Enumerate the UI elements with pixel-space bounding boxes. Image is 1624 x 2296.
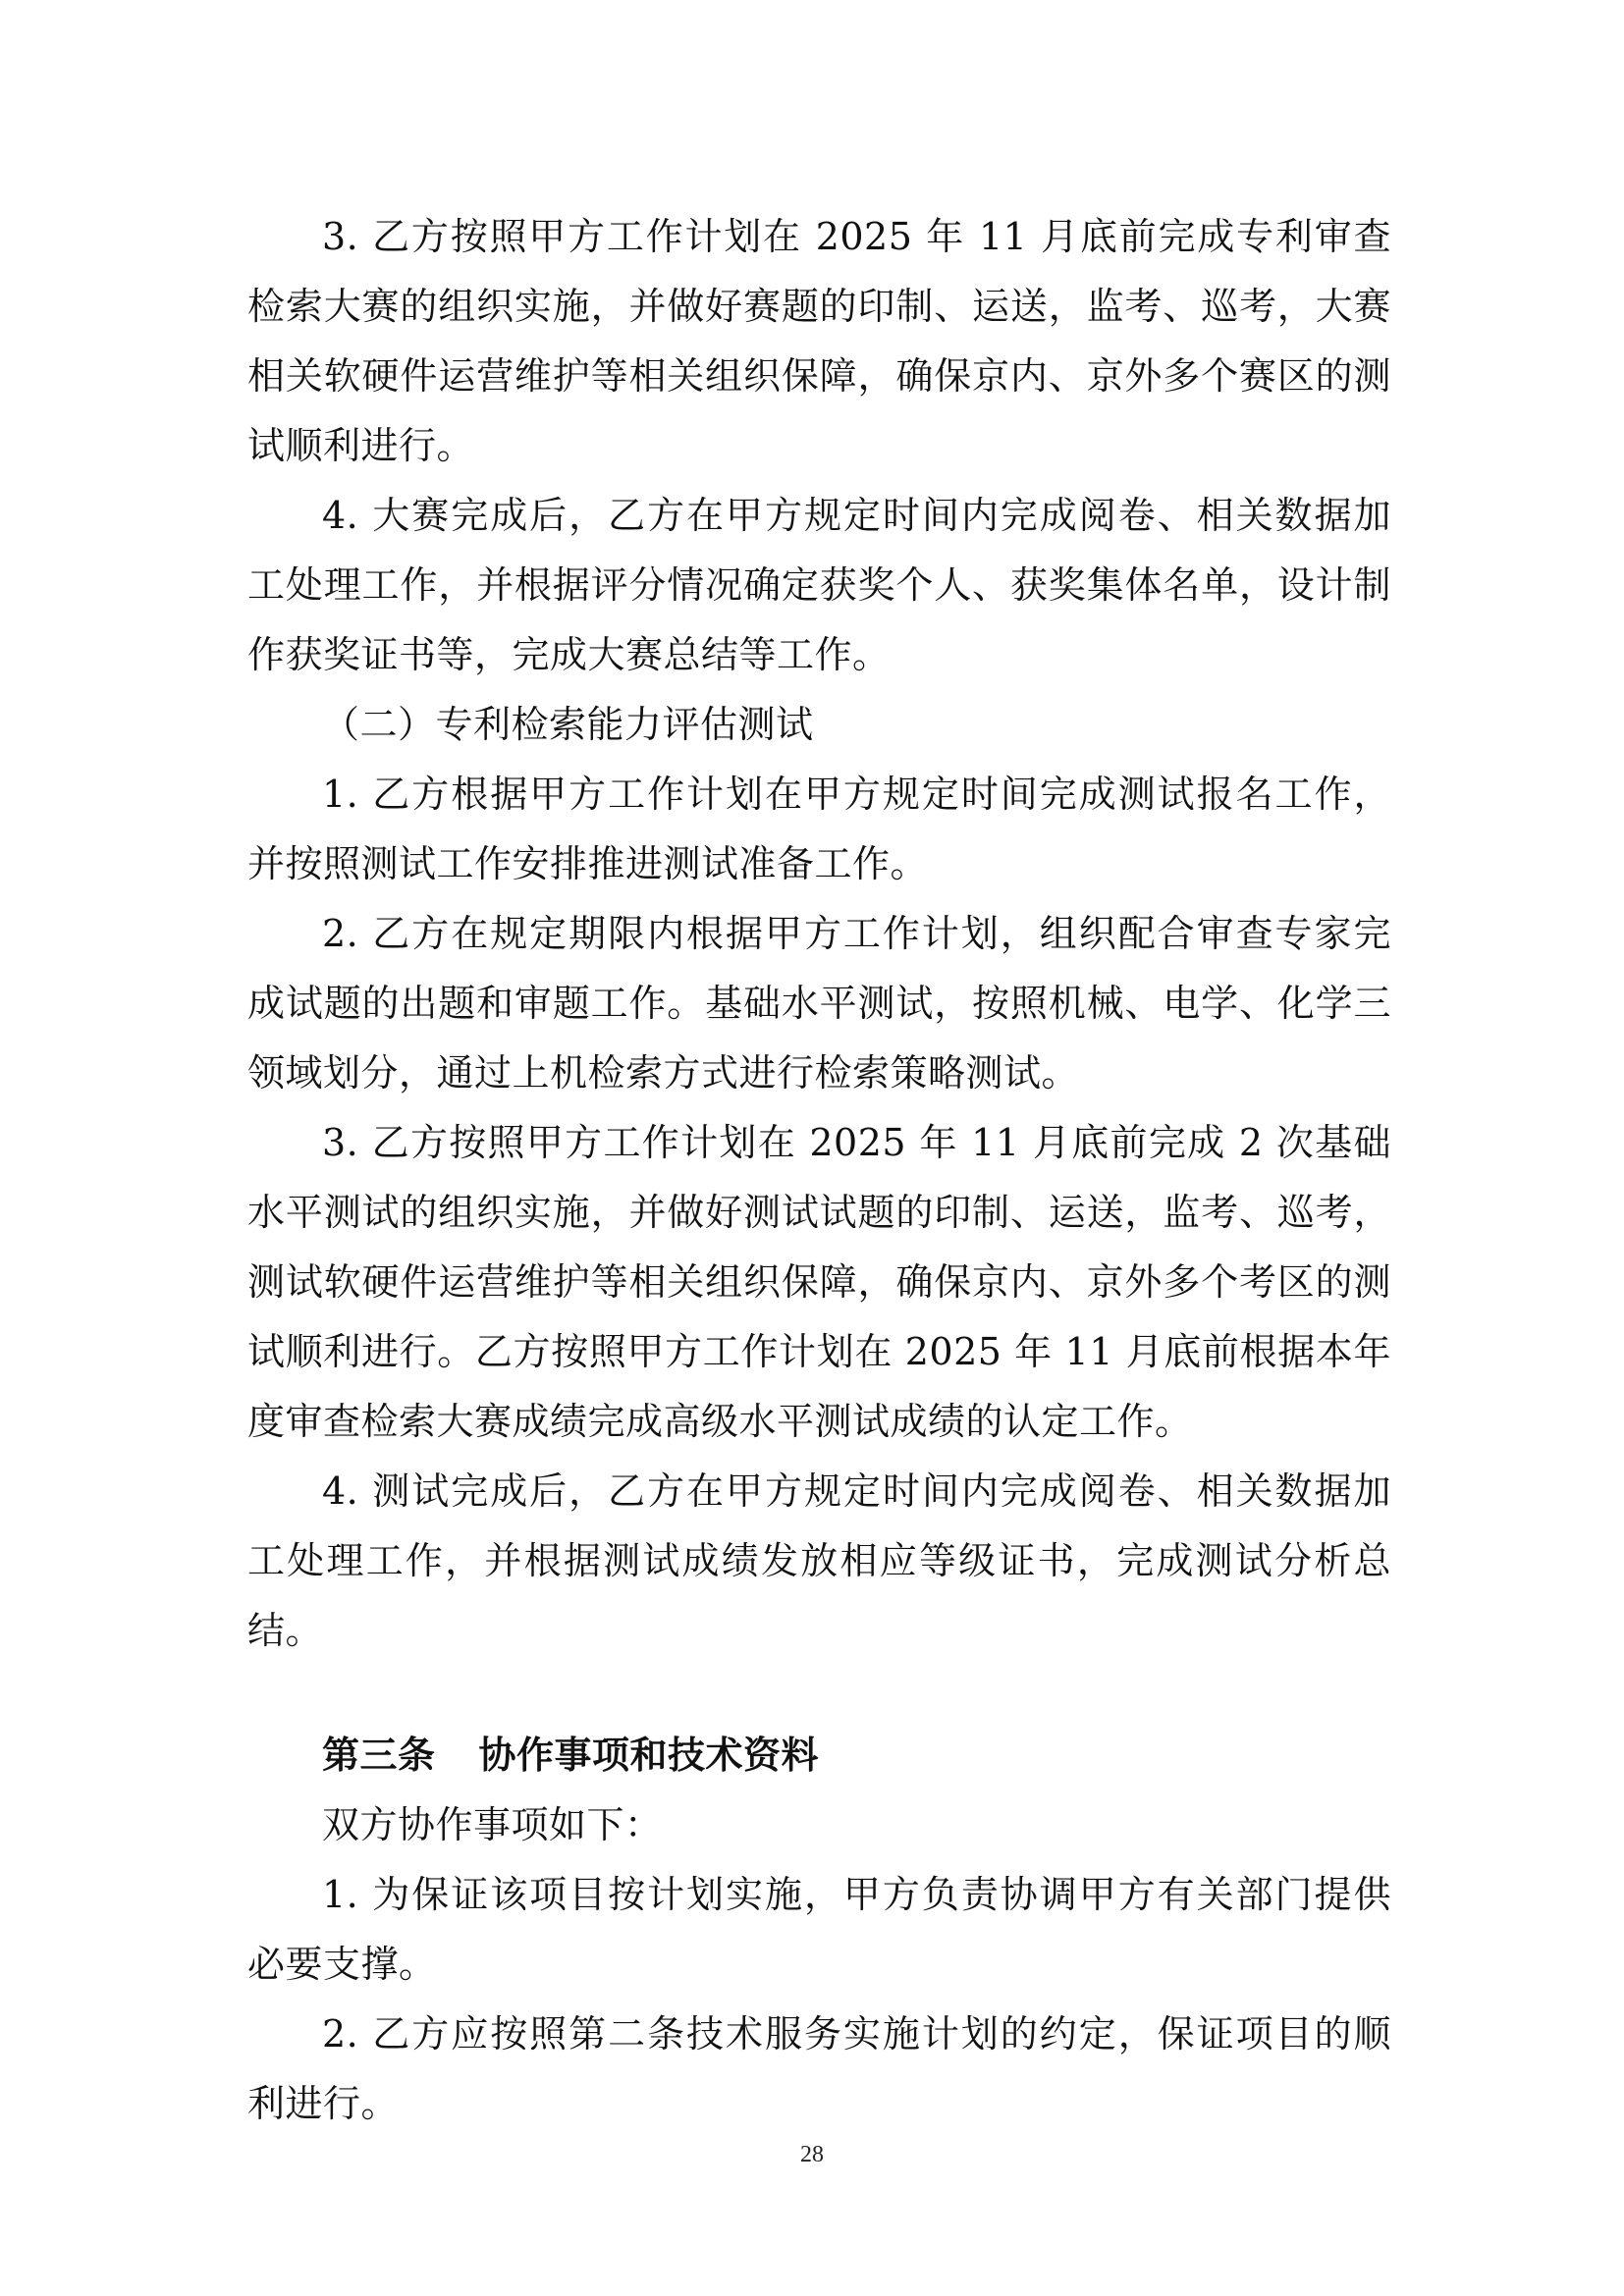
paragraph-test-registration: 1. 乙方根据甲方工作计划在甲方规定时间完成测试报名工作，并按照测试工作安排推进测试准备工作。 <box>247 773 1391 885</box>
paragraph-test-question-setting: 2. 乙方在规定期限内根据甲方工作计划，组织配合审查专家完成试题的出题和审题工作。基础水平测试，按照机械、电学、化学三领域划分，通过上机检索方式进行检索策略测试。 <box>247 912 1391 1095</box>
subsection-title-retrieval-test: （二）专利检索能力评估测试 <box>322 703 814 746</box>
paragraph-test-completion: 4. 测试完成后，乙方在甲方规定时间内完成阅卷、相关数据加工处理工作，并根据测试成绩发放相应等级证书，完成测试分析总结。 <box>247 1469 1391 1652</box>
paragraph-cooperation-item-1: 1. 为保证该项目按计划实施，甲方负责协调甲方有关部门提供必要支撑。 <box>247 1873 1391 1986</box>
document-body <box>247 202 1391 2139</box>
paragraph-cooperation-item-2: 2. 乙方应按照第二条技术服务实施计划的约定，保证项目的顺利进行。 <box>247 2012 1391 2125</box>
section-heading <box>247 1721 1391 1790</box>
paragraph-contest-completion: 4. 大赛完成后，乙方在甲方规定时间内完成阅卷、相关数据加工处理工作，并根据评分情况确定获奖个人、获奖集体名单，设计制作获奖证书等，完成大赛总结等工作。 <box>247 494 1391 676</box>
paragraph-contest-organization: 3. 乙方按照甲方工作计划在 2025 年 11 月底前完成专利审查检索大赛的组织实施，并做好赛题的印制、运送，监考、巡考，大赛相关软硬件运营维护等相关组织保障，确保京内、京外多个赛区的测试顺利进行。 <box>247 215 1391 467</box>
section-heading-number: 第三条 <box>322 1734 436 1777</box>
page-number: 28 <box>800 2142 824 2167</box>
paragraph-test-organization: 3. 乙方按照甲方工作计划在 2025 年 11 月底前完成 2 次基础水平测试的组织实施，并做好测试试题的印制、运送，监考、巡考，测试软硬件运营维护等相关组织保障，确保京内、京外多个考区的测试顺利进行。乙方按照甲方工作计划在 2025 年 11 月底前根据本年度审查检索大赛成绩完成高级水平测试成绩的认定工作。 <box>247 1121 1391 1443</box>
section-heading-title: 协作事项和技术资料 <box>478 1734 820 1777</box>
paragraph-cooperation-intro: 双方协作事项如下： <box>322 1803 663 1846</box>
